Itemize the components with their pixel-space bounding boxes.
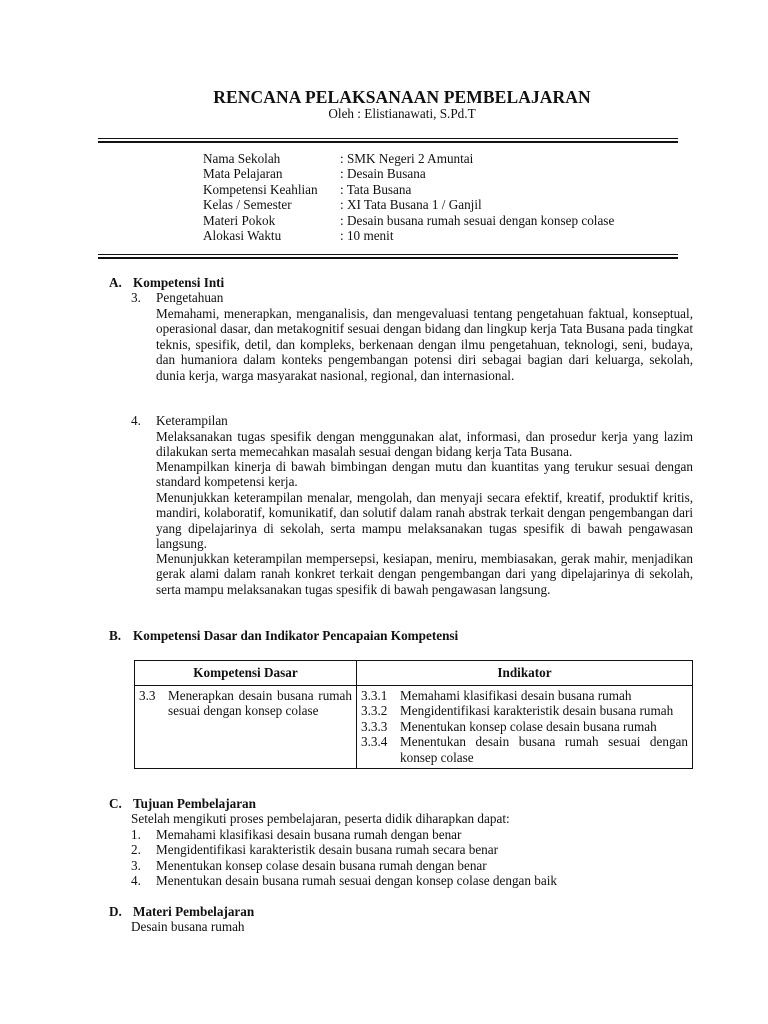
- info-value: : Desain busana rumah sesuai dengan konsep colase: [340, 212, 615, 228]
- list-item: [131, 827, 461, 842]
- kd-number: 3.3: [139, 688, 156, 703]
- item-number: 3.: [131, 290, 141, 305]
- kd-text: Menerapkan desain busana rumah sesuai dengan konsep colase: [168, 688, 352, 719]
- info-row: [203, 166, 673, 181]
- indicator-text: Menentukan konsep colase desain busana rumah: [400, 718, 657, 734]
- list-item: [131, 842, 498, 857]
- ki4-heading: [131, 413, 228, 428]
- list-text: Menentukan konsep colase desain busana rumah dengan benar: [156, 858, 487, 873]
- section-letter: A.: [109, 275, 122, 290]
- indicator-number: 3.3.1: [361, 688, 388, 703]
- document-title: RENCANA PELAKSANAAN PEMBELAJARAN: [213, 87, 591, 107]
- ki4-paragraph-4: Menunjukkan keterampilan mempersepsi, kesiapan, meniru, membiasakan, gerak mahir, menjadikan gerak alami dalam ranah konkret terkait dengan pengembangan dari yang dipelajarinya di sekolah, serta mampu melaksanakan tugas spesifik di bawah pengawasan langsung.: [156, 551, 693, 597]
- info-value: : XI Tata Busana 1 / Ganjil: [340, 197, 482, 213]
- indicator-item: [361, 734, 688, 765]
- indicator-number: 3.3.4: [361, 734, 388, 750]
- section-title: Kompetensi Inti: [133, 275, 225, 290]
- list-text: Menentukan desain busana rumah sesuai dengan konsep colase dengan baik: [156, 873, 557, 888]
- list-text: Memahami klasifikasi desain busana rumah dengan benar: [156, 827, 462, 842]
- info-label: Nama Sekolah: [203, 151, 281, 166]
- info-row: [203, 213, 673, 228]
- info-label: Alokasi Waktu: [203, 227, 282, 243]
- list-text: Mengidentifikasi karakteristik desain busana rumah secara benar: [156, 842, 499, 857]
- section-title: Kompetensi Dasar dan Indikator Pencapaian Kompetensi: [133, 628, 459, 643]
- divider-top-thin: [98, 138, 678, 139]
- objective-intro: Setelah mengikuti proses pembelajaran, peserta didik diharapkan dapat:: [131, 811, 510, 826]
- section-letter: B.: [109, 628, 122, 643]
- item-title: Pengetahuan: [156, 290, 224, 305]
- material-text: Desain busana rumah: [131, 919, 245, 934]
- section-title: Materi Pembelajaran: [133, 904, 255, 919]
- item-number: 4.: [131, 413, 141, 428]
- info-row: [203, 151, 673, 166]
- ki4-paragraph-1: Melaksanakan tugas spesifik dengan menggunakan alat, informasi, dan prosedur kerja yang lazim dilakukan serta memecahkan masalah sesuai dengan bidang kerja Tata Busana.: [156, 429, 693, 460]
- info-label: Kompetensi Keahlian: [203, 181, 318, 197]
- divider-bottom-thin: [98, 254, 678, 255]
- info-value: : Tata Busana: [340, 181, 412, 197]
- section-letter: C.: [109, 796, 122, 811]
- list-number: 4.: [131, 873, 141, 888]
- table-header-row: [135, 661, 693, 686]
- list-item: [131, 858, 487, 873]
- info-value: : SMK Negeri 2 Amuntai: [340, 151, 474, 166]
- divider-top-thick: [98, 141, 678, 143]
- info-value: : 10 menit: [340, 227, 394, 243]
- table-header-kd: Kompetensi Dasar: [135, 661, 357, 686]
- info-label: Kelas / Semester: [203, 197, 292, 213]
- indicator-text: Memahami klasifikasi desain busana rumah: [400, 688, 632, 703]
- item-title: Keterampilan: [156, 413, 228, 428]
- ki4-paragraph-2: Menampilkan kinerja di bawah bimbingan dengan mutu dan kuantitas yang terukur sesuai dengan standard kompetensi kerja.: [156, 459, 693, 490]
- info-value: : Desain Busana: [340, 166, 426, 182]
- info-row: [203, 182, 673, 197]
- table-header-indicator: Indikator: [357, 661, 693, 686]
- ki3-paragraph: Memahami, menerapkan, menganalisis, dan mengevaluasi tentang pengetahuan faktual, konseptual, operasional dasar, dan metakognitif sesuai dengan bidang dan lingkup kerja Tata Busana pada tingkat teknis, spesifik, detil, dan kompleks, berkenaan dengan ilmu pengetahuan, teknologi, seni, budaya, dan humaniora dalam konteks pengembangan potensi diri sebagai bagian dari keluarga, sekolah, dunia kerja, warga masyarakat nasional, regional, dan internasional.: [156, 306, 693, 383]
- identity-table: [203, 151, 673, 243]
- list-number: 3.: [131, 858, 141, 873]
- info-label: Materi Pokok: [203, 212, 276, 228]
- competency-table: [134, 660, 693, 769]
- list-number: 1.: [131, 827, 141, 842]
- indicator-text: Mengidentifikasi karakteristik desain busana rumah: [400, 703, 674, 719]
- section-b-heading: [109, 628, 458, 643]
- indicator-number: 3.3.2: [361, 703, 388, 719]
- section-a-heading: [109, 275, 224, 290]
- section-letter: D.: [109, 904, 122, 919]
- kd-cell: [135, 686, 357, 769]
- info-row: [203, 197, 673, 212]
- info-row: [203, 228, 673, 243]
- indicator-number: 3.3.3: [361, 718, 388, 734]
- list-item: [131, 873, 557, 888]
- indicator-item: [361, 719, 688, 734]
- indicator-item: [361, 688, 688, 703]
- info-label: Mata Pelajaran: [203, 166, 283, 182]
- section-d-heading: [109, 904, 254, 919]
- list-number: 2.: [131, 842, 141, 857]
- table-row: [135, 686, 693, 769]
- ki4-paragraph-3: Menunjukkan keterampilan menalar, mengolah, dan menyaji secara efektif, kreatif, produktif kritis, mandiri, kolaboratif, komunikatif, dan solutif dalam ranah abstrak terkait dengan pengembangan dari yang dipelajarinya di sekolah, serta mampu melaksanakan tugas spesifik di bawah pengawasan langsung.: [156, 490, 693, 552]
- indicator-item: [361, 703, 688, 718]
- section-c-heading: [109, 796, 256, 811]
- ki3-heading: [131, 290, 223, 305]
- document-author: Oleh : Elistianawati, S.Pd.T: [328, 106, 476, 121]
- divider-bottom-thick: [98, 257, 678, 259]
- indicator-text: Menentukan desain busana rumah sesuai dengan konsep colase: [400, 734, 688, 765]
- indicator-cell: [357, 686, 693, 769]
- section-title: Tujuan Pembelajaran: [133, 796, 256, 811]
